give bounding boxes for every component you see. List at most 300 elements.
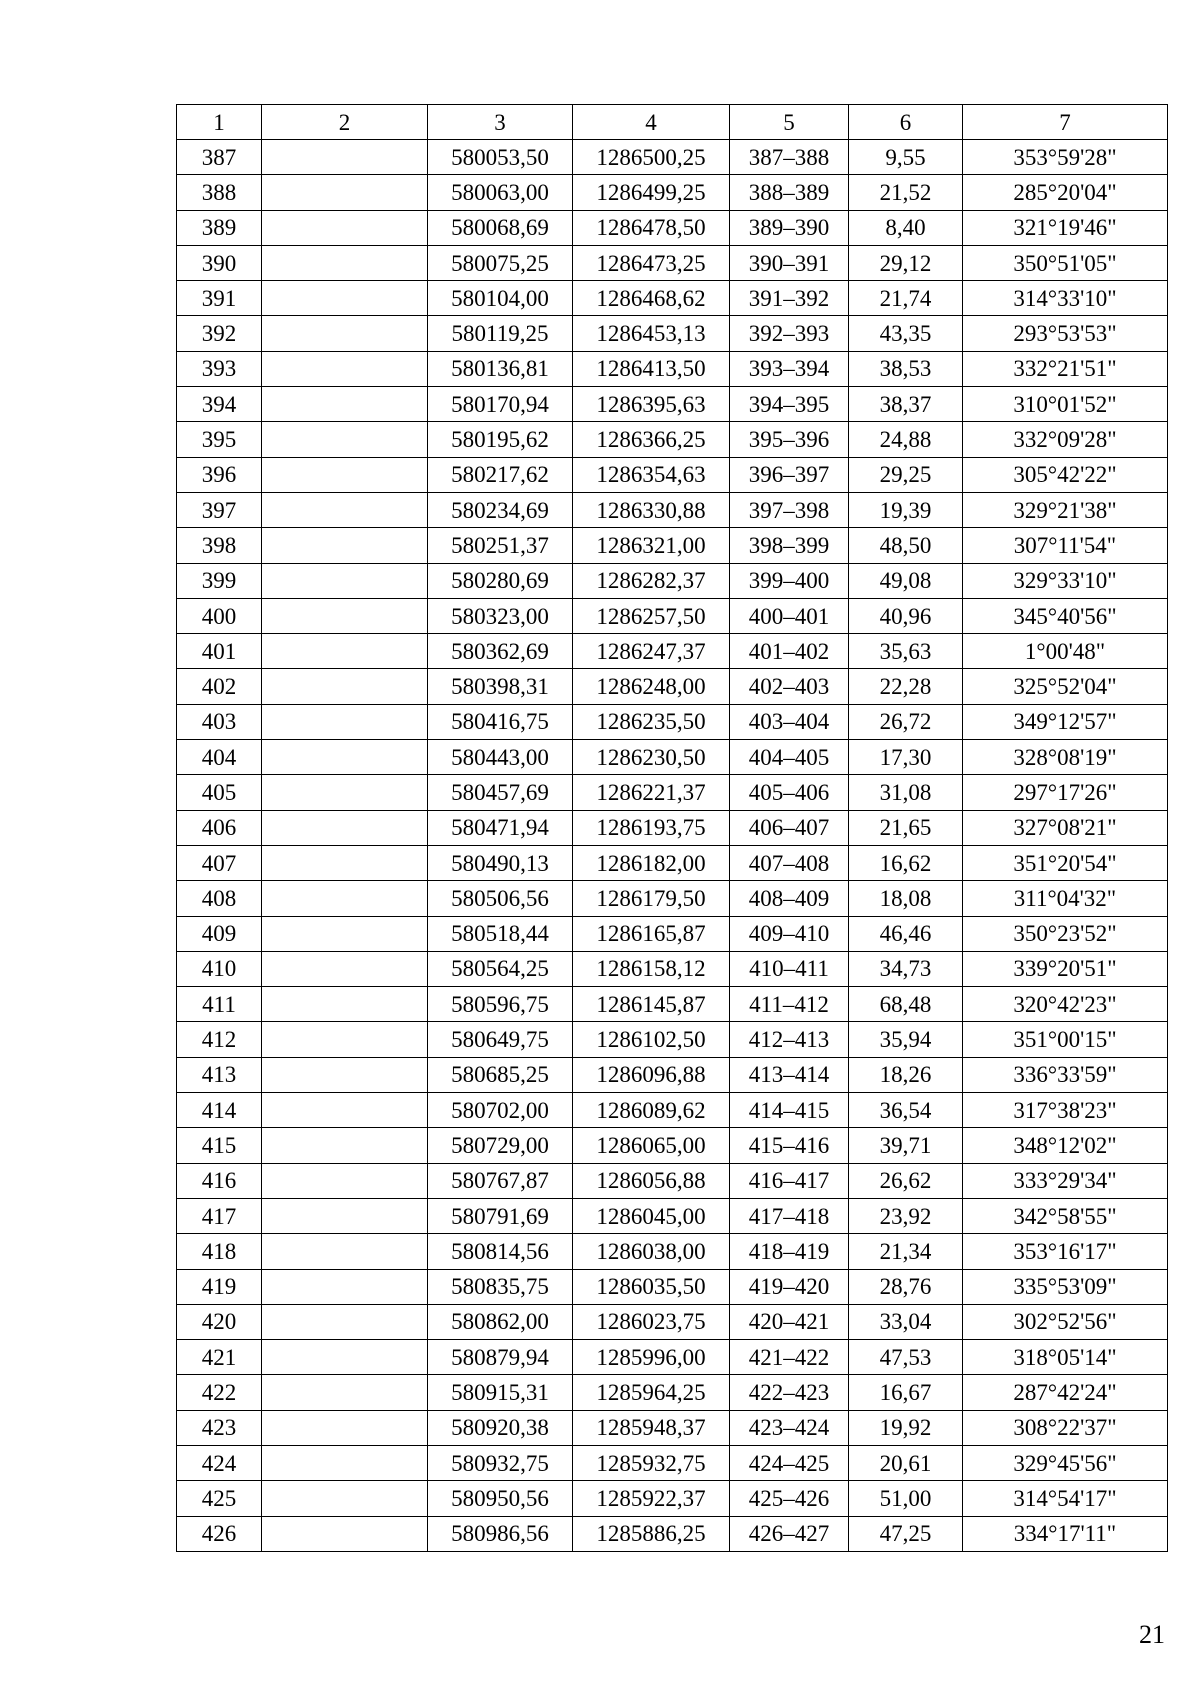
table-cell-col-1: 405 (177, 775, 262, 810)
table-cell-col-6: 49,08 (849, 563, 963, 598)
table-cell-col-1: 402 (177, 669, 262, 704)
table-row (177, 1234, 1168, 1269)
table-cell-col-7: 310°01'52" (963, 387, 1168, 422)
table-cell-col-4: 1286473,25 (573, 245, 730, 280)
table-cell-col-1: 423 (177, 1410, 262, 1445)
table-cell-col-3: 580323,00 (428, 598, 573, 633)
table-cell-col-5: 399–400 (730, 563, 849, 598)
table-cell-col-2 (262, 1269, 428, 1304)
table-cell-col-1: 393 (177, 351, 262, 386)
table-cell-col-6: 21,52 (849, 175, 963, 210)
table-cell-col-5: 404–405 (730, 740, 849, 775)
table-cell-col-6: 46,46 (849, 916, 963, 951)
table-cell-col-7: 349°12'57" (963, 704, 1168, 739)
table-cell-col-1: 418 (177, 1234, 262, 1269)
table-row (177, 987, 1168, 1022)
table-cell-col-5: 425–426 (730, 1481, 849, 1516)
table-cell-col-2 (262, 1022, 428, 1057)
table-cell-col-4: 1286366,25 (573, 422, 730, 457)
table-cell-col-1: 414 (177, 1093, 262, 1128)
table-cell-col-5: 388–389 (730, 175, 849, 210)
table-cell-col-3: 580280,69 (428, 563, 573, 598)
table-cell-col-4: 1286193,75 (573, 810, 730, 845)
table-cell-col-5: 405–406 (730, 775, 849, 810)
table-cell-col-2 (262, 1198, 428, 1233)
table-cell-col-7: 302°52'56" (963, 1304, 1168, 1339)
table-cell-col-4: 1286165,87 (573, 916, 730, 951)
table-cell-col-1: 411 (177, 987, 262, 1022)
table-cell-col-6: 35,63 (849, 634, 963, 669)
table-cell-col-4: 1286089,62 (573, 1093, 730, 1128)
table-cell-col-4: 1286247,37 (573, 634, 730, 669)
table-cell-col-5: 393–394 (730, 351, 849, 386)
table-cell-col-6: 23,92 (849, 1198, 963, 1233)
table-cell-col-4: 1286330,88 (573, 492, 730, 527)
table-cell-col-5: 396–397 (730, 457, 849, 492)
table-cell-col-5: 421–422 (730, 1340, 849, 1375)
table-cell-col-5: 402–403 (730, 669, 849, 704)
table-cell-col-1: 425 (177, 1481, 262, 1516)
table-body (177, 140, 1168, 1552)
table-cell-col-5: 398–399 (730, 528, 849, 563)
table-cell-col-1: 387 (177, 140, 262, 175)
table-cell-col-3: 580950,56 (428, 1481, 573, 1516)
column-header-1: 1 (177, 105, 262, 140)
table-cell-col-2 (262, 1057, 428, 1092)
table-cell-col-3: 580362,69 (428, 634, 573, 669)
table-cell-col-1: 424 (177, 1445, 262, 1480)
table-cell-col-5: 411–412 (730, 987, 849, 1022)
table-cell-col-3: 580457,69 (428, 775, 573, 810)
table-cell-col-7: 329°33'10" (963, 563, 1168, 598)
table-cell-col-3: 580649,75 (428, 1022, 573, 1057)
table-cell-col-5: 416–417 (730, 1163, 849, 1198)
column-header-6: 6 (849, 105, 963, 140)
table-cell-col-4: 1286248,00 (573, 669, 730, 704)
table-cell-col-2 (262, 316, 428, 351)
table-cell-col-1: 419 (177, 1269, 262, 1304)
table-row (177, 1340, 1168, 1375)
table-cell-col-2 (262, 281, 428, 316)
table-cell-col-4: 1285932,75 (573, 1445, 730, 1480)
table-cell-col-7: 329°21'38" (963, 492, 1168, 527)
table-row (177, 316, 1168, 351)
table-cell-col-6: 36,54 (849, 1093, 963, 1128)
table-row (177, 563, 1168, 598)
table-row (177, 634, 1168, 669)
table-cell-col-1: 407 (177, 845, 262, 880)
table-cell-col-7: 328°08'19" (963, 740, 1168, 775)
table-cell-col-7: 332°21'51" (963, 351, 1168, 386)
table-cell-col-3: 580596,75 (428, 987, 573, 1022)
table-cell-col-5: 389–390 (730, 210, 849, 245)
table-cell-col-1: 412 (177, 1022, 262, 1057)
table-cell-col-3: 580398,31 (428, 669, 573, 704)
table-cell-col-5: 406–407 (730, 810, 849, 845)
table-cell-col-5: 423–424 (730, 1410, 849, 1445)
table-cell-col-5: 420–421 (730, 1304, 849, 1339)
table-cell-col-5: 400–401 (730, 598, 849, 633)
table-cell-col-3: 580063,00 (428, 175, 573, 210)
table-cell-col-7: 314°54'17" (963, 1481, 1168, 1516)
table-cell-col-7: 297°17'26" (963, 775, 1168, 810)
table-cell-col-3: 580136,81 (428, 351, 573, 386)
table-cell-col-7: 353°16'17" (963, 1234, 1168, 1269)
table-cell-col-5: 394–395 (730, 387, 849, 422)
table-cell-col-7: 342°58'55" (963, 1198, 1168, 1233)
table-cell-col-2 (262, 1128, 428, 1163)
table-row (177, 775, 1168, 810)
table-row (177, 1022, 1168, 1057)
table-cell-col-6: 19,39 (849, 492, 963, 527)
table-row (177, 387, 1168, 422)
table-cell-col-6: 38,37 (849, 387, 963, 422)
table-cell-col-7: 339°20'51" (963, 951, 1168, 986)
table-cell-col-1: 396 (177, 457, 262, 492)
table-cell-col-4: 1286413,50 (573, 351, 730, 386)
table-row (177, 140, 1168, 175)
table-cell-col-3: 580986,56 (428, 1516, 573, 1551)
table-cell-col-5: 418–419 (730, 1234, 849, 1269)
table-header (177, 105, 1168, 140)
table-cell-col-7: 314°33'10" (963, 281, 1168, 316)
table-cell-col-3: 580234,69 (428, 492, 573, 527)
table-cell-col-7: 327°08'21" (963, 810, 1168, 845)
table-cell-col-1: 394 (177, 387, 262, 422)
table-row (177, 175, 1168, 210)
column-header-2: 2 (262, 105, 428, 140)
table-cell-col-2 (262, 775, 428, 810)
table-cell-col-4: 1285886,25 (573, 1516, 730, 1551)
table-cell-col-7: 325°52'04" (963, 669, 1168, 704)
table-cell-col-5: 408–409 (730, 881, 849, 916)
table-cell-col-5: 409–410 (730, 916, 849, 951)
table-cell-col-2 (262, 563, 428, 598)
table-cell-col-7: 321°19'46" (963, 210, 1168, 245)
table-cell-col-5: 426–427 (730, 1516, 849, 1551)
table-row (177, 281, 1168, 316)
table-row (177, 422, 1168, 457)
table-cell-col-1: 413 (177, 1057, 262, 1092)
table-row (177, 1128, 1168, 1163)
table-cell-col-4: 1286035,50 (573, 1269, 730, 1304)
table-cell-col-5: 415–416 (730, 1128, 849, 1163)
table-cell-col-4: 1286500,25 (573, 140, 730, 175)
table-cell-col-1: 395 (177, 422, 262, 457)
table-cell-col-5: 395–396 (730, 422, 849, 457)
page-number: 21 (1139, 1620, 1165, 1649)
table-cell-col-7: 350°51'05" (963, 245, 1168, 280)
table-cell-col-1: 398 (177, 528, 262, 563)
table-cell-col-1: 422 (177, 1375, 262, 1410)
table-cell-col-3: 580195,62 (428, 422, 573, 457)
table-cell-col-6: 40,96 (849, 598, 963, 633)
table-cell-col-4: 1286158,12 (573, 951, 730, 986)
table-cell-col-3: 580251,37 (428, 528, 573, 563)
table-cell-col-3: 580104,00 (428, 281, 573, 316)
table-cell-col-4: 1286321,00 (573, 528, 730, 563)
table-cell-col-1: 391 (177, 281, 262, 316)
table-row (177, 669, 1168, 704)
table-cell-col-4: 1286182,00 (573, 845, 730, 880)
table-row (177, 881, 1168, 916)
column-header-3: 3 (428, 105, 573, 140)
table-cell-col-7: 336°33'59" (963, 1057, 1168, 1092)
table-cell-col-5: 424–425 (730, 1445, 849, 1480)
table-cell-col-5: 392–393 (730, 316, 849, 351)
table-cell-col-2 (262, 669, 428, 704)
table-cell-col-7: 305°42'22" (963, 457, 1168, 492)
table-cell-col-6: 47,53 (849, 1340, 963, 1375)
table-cell-col-4: 1286468,62 (573, 281, 730, 316)
table-cell-col-2 (262, 810, 428, 845)
table-cell-col-2 (262, 422, 428, 457)
table-cell-col-2 (262, 492, 428, 527)
table-cell-col-2 (262, 1516, 428, 1551)
table-cell-col-3: 580564,25 (428, 951, 573, 986)
table-cell-col-5: 417–418 (730, 1198, 849, 1233)
table-cell-col-2 (262, 1410, 428, 1445)
table-cell-col-4: 1286023,75 (573, 1304, 730, 1339)
table-cell-col-6: 26,72 (849, 704, 963, 739)
table-cell-col-4: 1286145,87 (573, 987, 730, 1022)
table-cell-col-6: 9,55 (849, 140, 963, 175)
table-cell-col-6: 21,65 (849, 810, 963, 845)
table-cell-col-3: 580702,00 (428, 1093, 573, 1128)
table-cell-col-5: 410–411 (730, 951, 849, 986)
table-cell-col-1: 403 (177, 704, 262, 739)
table-cell-col-6: 28,76 (849, 1269, 963, 1304)
table-cell-col-6: 47,25 (849, 1516, 963, 1551)
table-cell-col-1: 388 (177, 175, 262, 210)
table-cell-col-6: 31,08 (849, 775, 963, 810)
table-cell-col-4: 1286045,00 (573, 1198, 730, 1233)
table-cell-col-7: 335°53'09" (963, 1269, 1168, 1304)
table-cell-col-3: 580915,31 (428, 1375, 573, 1410)
table-cell-col-7: 351°00'15" (963, 1022, 1168, 1057)
table-cell-col-6: 34,73 (849, 951, 963, 986)
table-cell-col-5: 390–391 (730, 245, 849, 280)
table-cell-col-2 (262, 175, 428, 210)
table-cell-col-7: 350°23'52" (963, 916, 1168, 951)
table-cell-col-3: 580814,56 (428, 1234, 573, 1269)
table-cell-col-1: 404 (177, 740, 262, 775)
table-row (177, 1304, 1168, 1339)
column-header-4: 4 (573, 105, 730, 140)
table-cell-col-1: 389 (177, 210, 262, 245)
table-cell-col-2 (262, 457, 428, 492)
table-cell-col-4: 1286038,00 (573, 1234, 730, 1269)
table-cell-col-7: 311°04'32" (963, 881, 1168, 916)
table-cell-col-6: 39,71 (849, 1128, 963, 1163)
table-cell-col-7: 333°29'34" (963, 1163, 1168, 1198)
table-cell-col-3: 580879,94 (428, 1340, 573, 1375)
table-cell-col-6: 19,92 (849, 1410, 963, 1445)
table-cell-col-2 (262, 1093, 428, 1128)
table-cell-col-1: 410 (177, 951, 262, 986)
column-header-7: 7 (963, 105, 1168, 140)
table-cell-col-7: 287°42'24" (963, 1375, 1168, 1410)
table-cell-col-4: 1286257,50 (573, 598, 730, 633)
table-cell-col-2 (262, 245, 428, 280)
table-cell-col-4: 1286230,50 (573, 740, 730, 775)
table-row (177, 740, 1168, 775)
table-cell-col-5: 387–388 (730, 140, 849, 175)
table-cell-col-4: 1286478,50 (573, 210, 730, 245)
table-cell-col-5: 403–404 (730, 704, 849, 739)
table-cell-col-7: 351°20'54" (963, 845, 1168, 880)
table-row (177, 245, 1168, 280)
table-row (177, 598, 1168, 633)
table-cell-col-5: 414–415 (730, 1093, 849, 1128)
table-row (177, 210, 1168, 245)
table-row (177, 951, 1168, 986)
table-cell-col-3: 580767,87 (428, 1163, 573, 1198)
table-cell-col-2 (262, 387, 428, 422)
table-row (177, 1163, 1168, 1198)
table-cell-col-2 (262, 528, 428, 563)
table-cell-col-6: 17,30 (849, 740, 963, 775)
table-cell-col-1: 400 (177, 598, 262, 633)
table-row (177, 1093, 1168, 1128)
table-row (177, 457, 1168, 492)
table-cell-col-7: 334°17'11" (963, 1516, 1168, 1551)
table-cell-col-1: 417 (177, 1198, 262, 1233)
table-cell-col-4: 1286221,37 (573, 775, 730, 810)
table-row (177, 1198, 1168, 1233)
table-cell-col-6: 51,00 (849, 1481, 963, 1516)
table-cell-col-1: 426 (177, 1516, 262, 1551)
table-cell-col-6: 48,50 (849, 528, 963, 563)
table-cell-col-2 (262, 916, 428, 951)
table-cell-col-1: 408 (177, 881, 262, 916)
table-cell-col-7: 307°11'54" (963, 528, 1168, 563)
table-cell-col-4: 1286065,00 (573, 1128, 730, 1163)
table-cell-col-4: 1285922,37 (573, 1481, 730, 1516)
table-cell-col-2 (262, 210, 428, 245)
table-cell-col-2 (262, 740, 428, 775)
table-cell-col-7: 293°53'53" (963, 316, 1168, 351)
table-cell-col-1: 390 (177, 245, 262, 280)
table-cell-col-6: 18,26 (849, 1057, 963, 1092)
table-row (177, 704, 1168, 739)
table-cell-col-7: 308°22'37" (963, 1410, 1168, 1445)
table-cell-col-1: 420 (177, 1304, 262, 1339)
table-row (177, 1481, 1168, 1516)
table-cell-col-4: 1285964,25 (573, 1375, 730, 1410)
table-cell-col-1: 399 (177, 563, 262, 598)
table-cell-col-3: 580920,38 (428, 1410, 573, 1445)
table-cell-col-3: 580506,56 (428, 881, 573, 916)
table-cell-col-2 (262, 140, 428, 175)
table-cell-col-6: 21,34 (849, 1234, 963, 1269)
table-cell-col-1: 416 (177, 1163, 262, 1198)
table-cell-col-2 (262, 1340, 428, 1375)
table-row (177, 351, 1168, 386)
table-cell-col-6: 20,61 (849, 1445, 963, 1480)
table-cell-col-3: 580490,13 (428, 845, 573, 880)
table-cell-col-2 (262, 845, 428, 880)
table-cell-col-6: 35,94 (849, 1022, 963, 1057)
table-cell-col-4: 1286102,50 (573, 1022, 730, 1057)
column-header-5: 5 (730, 105, 849, 140)
table-cell-col-7: 320°42'23" (963, 987, 1168, 1022)
table-cell-col-4: 1285996,00 (573, 1340, 730, 1375)
table-cell-col-7: 285°20'04" (963, 175, 1168, 210)
table-row (177, 1445, 1168, 1480)
table-cell-col-5: 391–392 (730, 281, 849, 316)
table-cell-col-3: 580170,94 (428, 387, 573, 422)
table-cell-col-6: 68,48 (849, 987, 963, 1022)
table-cell-col-2 (262, 634, 428, 669)
table-cell-col-4: 1285948,37 (573, 1410, 730, 1445)
table-cell-col-6: 38,53 (849, 351, 963, 386)
table-cell-col-4: 1286096,88 (573, 1057, 730, 1092)
table-cell-col-2 (262, 987, 428, 1022)
table-cell-col-3: 580471,94 (428, 810, 573, 845)
table-cell-col-5: 412–413 (730, 1022, 849, 1057)
table-cell-col-7: 329°45'56" (963, 1445, 1168, 1480)
table-cell-col-2 (262, 1163, 428, 1198)
table-cell-col-5: 422–423 (730, 1375, 849, 1410)
table-cell-col-3: 580729,00 (428, 1128, 573, 1163)
table-cell-col-5: 401–402 (730, 634, 849, 669)
table-cell-col-6: 22,28 (849, 669, 963, 704)
table-cell-col-5: 407–408 (730, 845, 849, 880)
table-cell-col-4: 1286395,63 (573, 387, 730, 422)
table-cell-col-3: 580518,44 (428, 916, 573, 951)
table-cell-col-7: 318°05'14" (963, 1340, 1168, 1375)
table-cell-col-4: 1286056,88 (573, 1163, 730, 1198)
table-cell-col-5: 413–414 (730, 1057, 849, 1092)
table-cell-col-2 (262, 1375, 428, 1410)
table-cell-col-7: 353°59'28" (963, 140, 1168, 175)
table-cell-col-3: 580053,50 (428, 140, 573, 175)
table-cell-col-2 (262, 351, 428, 386)
table-cell-col-4: 1286499,25 (573, 175, 730, 210)
table-row (177, 528, 1168, 563)
table-row (177, 1516, 1168, 1551)
table-cell-col-6: 43,35 (849, 316, 963, 351)
table-row (177, 1057, 1168, 1092)
table-row (177, 916, 1168, 951)
table-cell-col-7: 317°38'23" (963, 1093, 1168, 1128)
table-row (177, 1269, 1168, 1304)
table-cell-col-3: 580075,25 (428, 245, 573, 280)
table-cell-col-6: 26,62 (849, 1163, 963, 1198)
table-cell-col-6: 29,12 (849, 245, 963, 280)
table-cell-col-7: 332°09'28" (963, 422, 1168, 457)
table-cell-col-7: 348°12'02" (963, 1128, 1168, 1163)
table-cell-col-6: 8,40 (849, 210, 963, 245)
table-cell-col-6: 21,74 (849, 281, 963, 316)
table-cell-col-3: 580685,25 (428, 1057, 573, 1092)
table-row (177, 1375, 1168, 1410)
table-cell-col-7: 345°40'56" (963, 598, 1168, 633)
header-row (177, 105, 1168, 140)
table-cell-col-3: 580217,62 (428, 457, 573, 492)
coordinates-table (176, 104, 1168, 1552)
table-cell-col-2 (262, 881, 428, 916)
table-row (177, 1410, 1168, 1445)
table-cell-col-2 (262, 1481, 428, 1516)
table-cell-col-3: 580443,00 (428, 740, 573, 775)
table-cell-col-3: 580932,75 (428, 1445, 573, 1480)
table-cell-col-4: 1286235,50 (573, 704, 730, 739)
table-cell-col-2 (262, 951, 428, 986)
table-cell-col-3: 580862,00 (428, 1304, 573, 1339)
table-cell-col-2 (262, 704, 428, 739)
